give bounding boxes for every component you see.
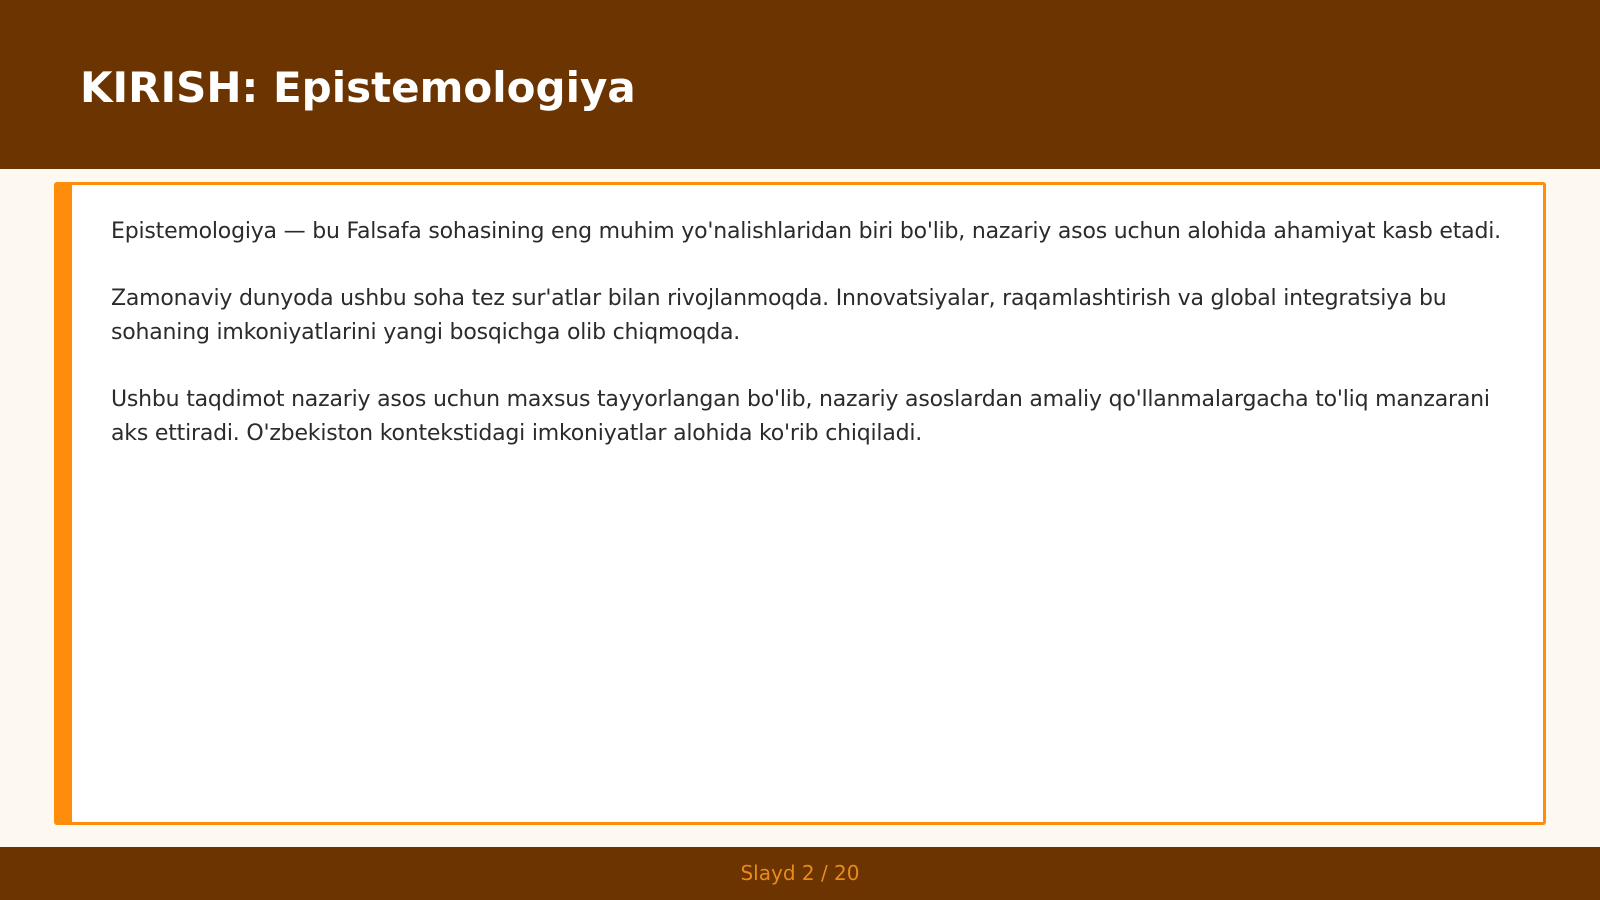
slide-footer bbox=[0, 847, 1600, 900]
slide-header bbox=[0, 0, 1600, 169]
paragraph-intro: Epistemologiya — bu Falsafa sohasining eng muhim yo'nalishlaridan biri bo'lib, nazariy asos uchun alohida ahamiyat kasb etadi. bbox=[111, 219, 1501, 244]
content-card bbox=[54, 182, 1546, 825]
paragraph-presentation-purpose: Ushbu taqdimot nazariy asos uchun maxsus tayyorlangan bo'lib, nazariy asoslardan amaliy qo'llanmalargacha to'liq manzarani aks ettiradi. O'zbekiston kontekstidagi imkoniyatlar alohida ko'rib chiqiladi. bbox=[111, 387, 1490, 446]
paragraph-modern-world: Zamonaviy dunyoda ushbu soha tez sur'atlar bilan rivojlanmoqda. Innovatsiyalar, raqamlashtirish va global integratsiya bu sohaning imkoniyatlarini yangi bosqichga olib chiqmoqda. bbox=[111, 286, 1447, 345]
content-body bbox=[111, 215, 1511, 484]
slide-counter: Slayd 2 / 20 bbox=[740, 861, 860, 885]
slide-title: KIRISH: Epistemologiya bbox=[80, 63, 636, 112]
